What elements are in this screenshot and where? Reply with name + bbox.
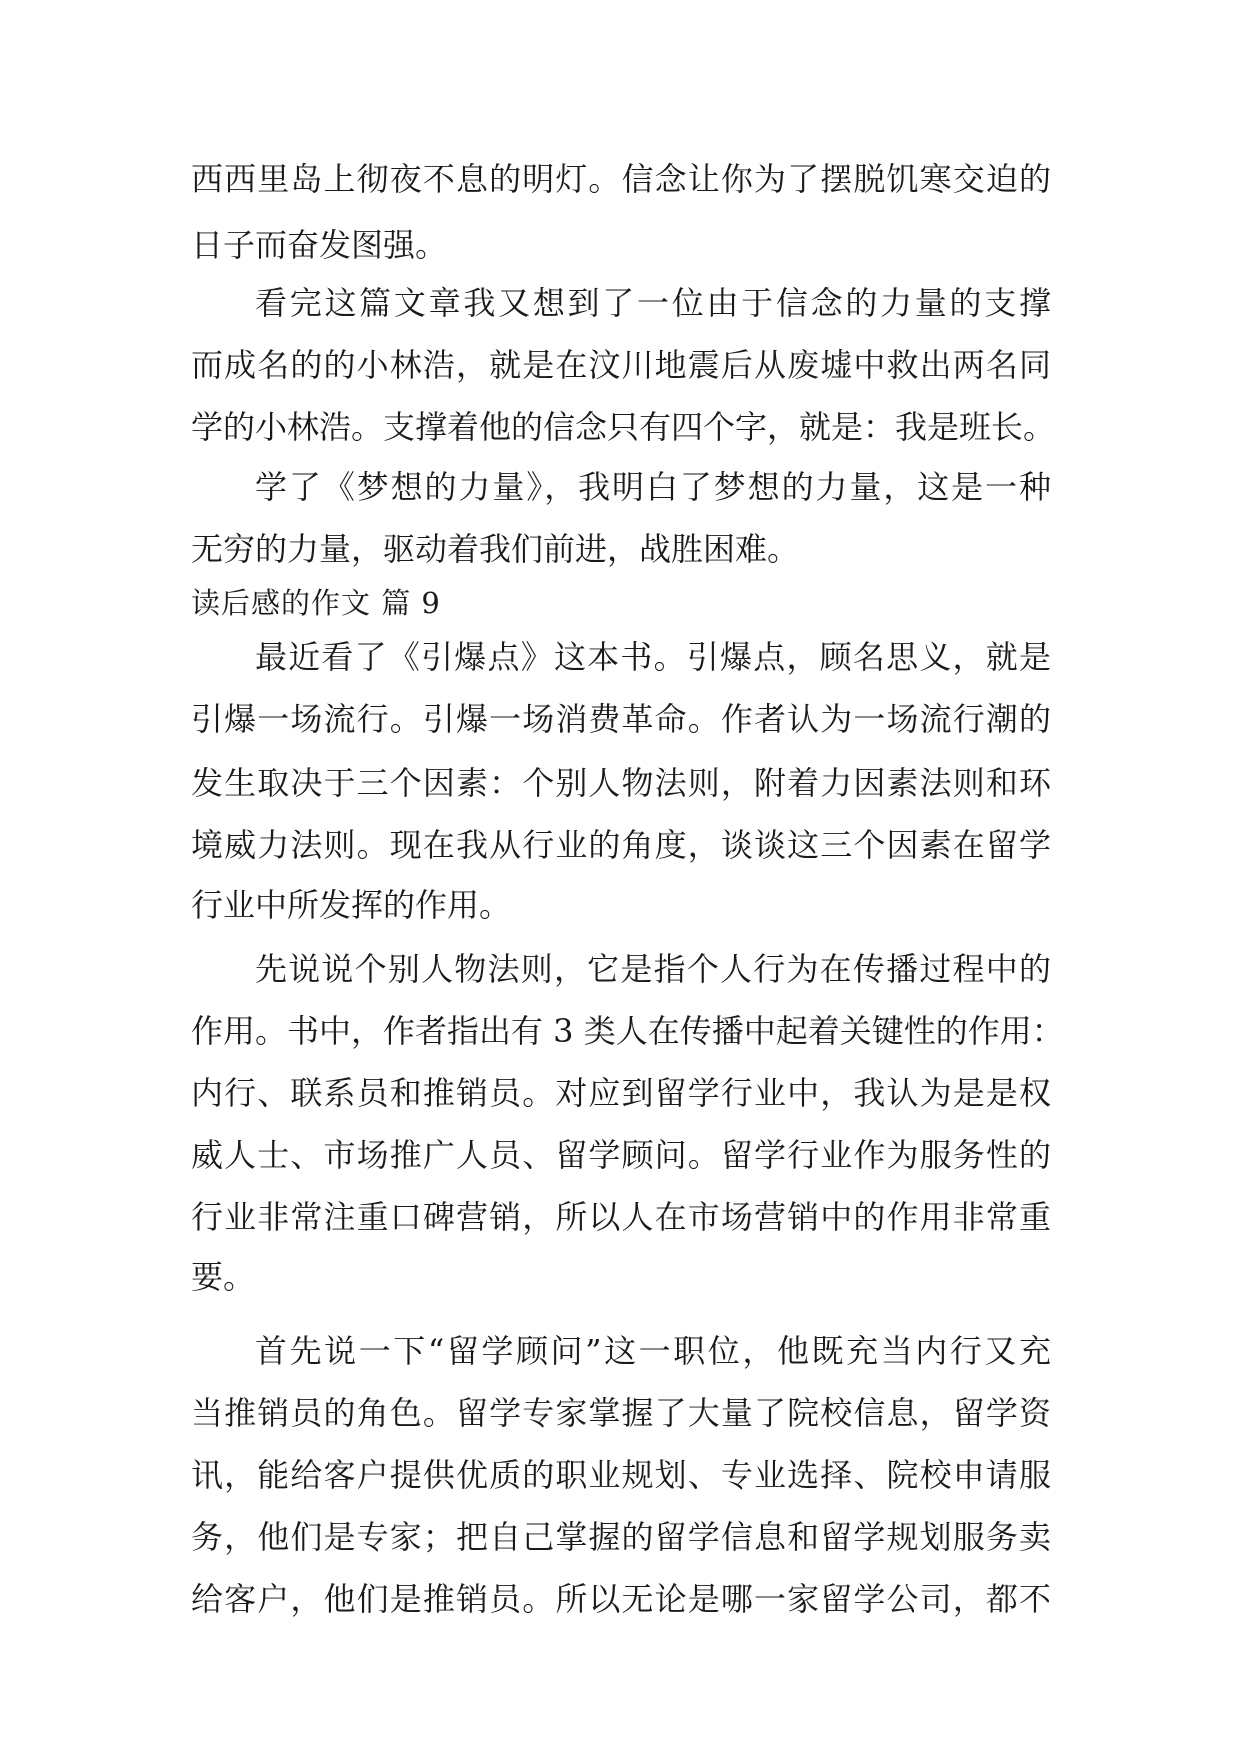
text-line: 当推销员的角色。留学专家掌握了大量了院校信息，留学资 [191, 1394, 1051, 1432]
text-line: 讯，能给客户提供优质的职业规划、专业选择、院校申请服 [191, 1456, 1051, 1494]
text-line: 要。 [191, 1258, 256, 1296]
paragraph-first-line: 先说说个别人物法则，它是指个人行为在传播过程中的 [255, 950, 1051, 988]
text-line: 西西里岛上彻夜不息的明灯。信念让你为了摆脱饥寒交迫的 [191, 160, 1051, 198]
text-line: 无穷的力量，驱动着我们前进，战胜困难。 [191, 530, 800, 568]
text-line: 发生取决于三个因素：个别人物法则，附着力因素法则和环 [191, 764, 1051, 802]
paragraph-first-line: 学了《梦想的力量》，我明白了梦想的力量，这是一种 [255, 468, 1051, 506]
section-heading: 读后感的作文 篇 9 [191, 586, 441, 620]
text-line: 作用。书中，作者指出有 3 类人在传播中起着关键性的作用： [191, 1012, 1064, 1050]
text-line: 学的小林浩。支撑着他的信念只有四个字，就是：我是班长。 [191, 408, 1056, 446]
paragraph-first-line: 看完这篇文章我又想到了一位由于信念的力量的支撑 [255, 284, 1051, 322]
text-line: 引爆一场流行。引爆一场消费革命。作者认为一场流行潮的 [191, 700, 1051, 738]
text-line: 行业非常注重口碑营销，所以人在市场营销中的作用非常重 [191, 1198, 1051, 1236]
text-line: 务，他们是专家；把自己掌握的留学信息和留学规划服务卖 [191, 1518, 1051, 1556]
text-line: 日子而奋发图强。 [191, 226, 448, 264]
text-line: 境威力法则。现在我从行业的角度，谈谈这三个因素在留学 [191, 826, 1051, 864]
text-line: 行业中所发挥的作用。 [191, 886, 512, 924]
text-line: 给客户，他们是推销员。所以无论是哪一家留学公司，都不 [191, 1580, 1051, 1618]
text-line: 内行、联系员和推销员。对应到留学行业中，我认为是是权 [191, 1074, 1051, 1112]
text-line: 威人士、市场推广人员、留学顾问。留学行业作为服务性的 [191, 1136, 1051, 1174]
text-line: 而成名的的小林浩，就是在汶川地震后从废墟中救出两名同 [191, 346, 1051, 384]
paragraph-first-line: 最近看了《引爆点》这本书。引爆点，顾名思义，就是 [255, 638, 1051, 676]
paragraph-first-line: 首先说一下“留学顾问”这一职位，他既充当内行又充 [255, 1332, 1051, 1370]
